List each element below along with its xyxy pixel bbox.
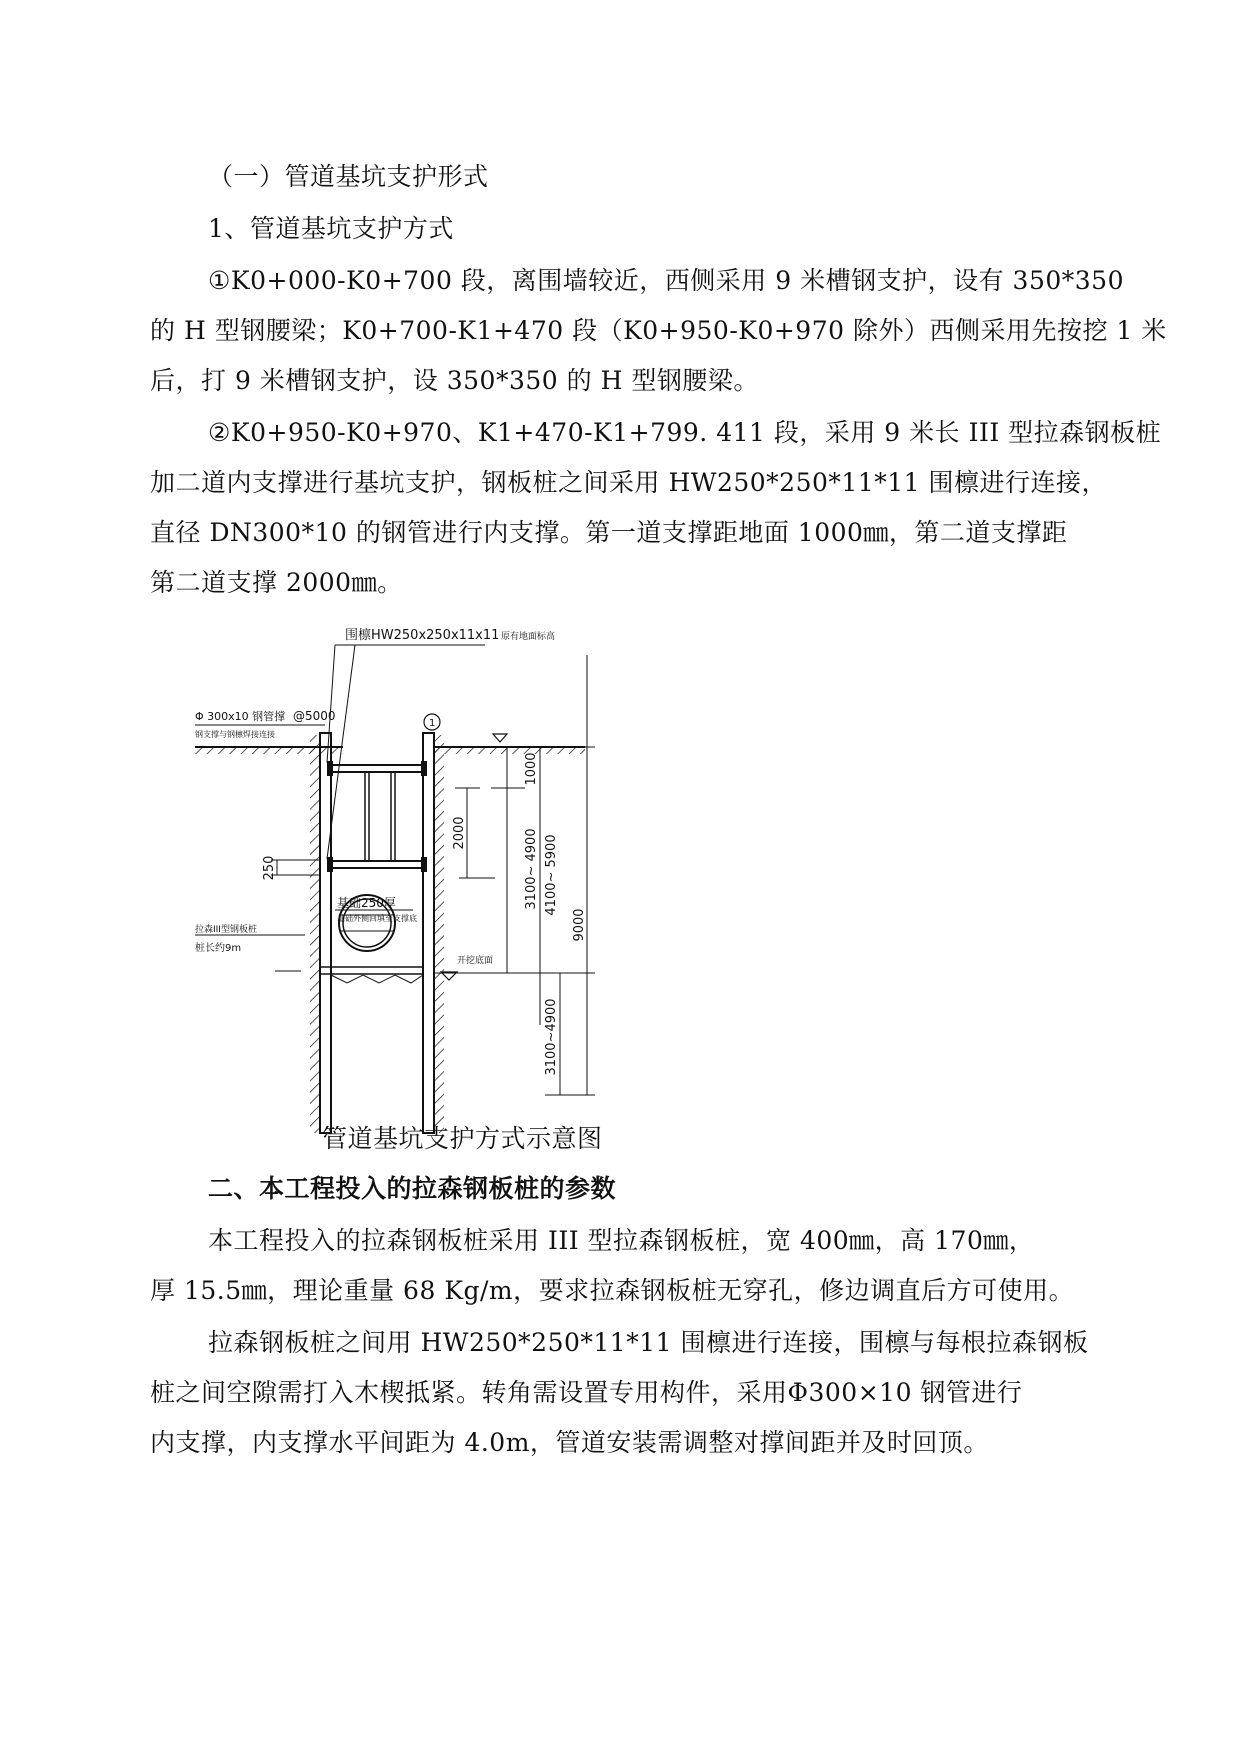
waling-box (365, 772, 395, 861)
label-foundation-note: 基础外侧回填至支撑底 (337, 914, 417, 923)
label-circle: 1 (429, 718, 436, 729)
dim-2000: 2000 (452, 816, 467, 850)
para4-line1: 拉森钢板桩之间用 HW250*250*11*11 围檩进行连接，围檩与每根拉森钢板 (208, 1328, 1089, 1357)
sub-heading: 1、管道基坑支护方式 (208, 214, 454, 243)
dim-3100-4900-a: 3100~ 4900 (524, 828, 539, 910)
label-trench-bottom: 开挖底面 (457, 956, 494, 966)
strut-lower (327, 857, 427, 872)
para1-line2: 的 H 型钢腰梁；K0+700-K1+470 段（K0+950-K0+970 除外）西侧采用先按挖 1 米 (150, 316, 1167, 345)
para2-line4: 第二道支撑 2000㎜。 (150, 568, 403, 597)
label-pipe: Φ 300x10 钢管撑 (195, 710, 286, 723)
para1-line3: 后，打 9 米槽钢支护，设 350*350 的 H 型钢腰梁。 (150, 366, 759, 395)
label-brace-note: 钢支撑与钢檩焊接连接 (195, 730, 275, 739)
support-diagram-svg (195, 628, 695, 1155)
dim-4100-5900: 4100~ 5900 (544, 834, 559, 916)
label-spacing: @5000 (293, 709, 336, 723)
para1-line1: ①K0+000-K0+700 段，离围墙较近，西侧采用 9 米槽钢支护，设有 350*350 (208, 266, 1124, 295)
right-sheet-pile (423, 733, 444, 1133)
strut-upper (327, 761, 427, 776)
figure-caption: 管道基坑支护方式示意图 (322, 1124, 603, 1153)
label-pile-type: 拉森III型钢板桩 (195, 925, 257, 935)
para3-line1: 本工程投入的拉森钢板桩采用 III 型拉森钢板桩，宽 400㎜，高 170㎜， (208, 1226, 1035, 1255)
para2-line1: ②K0+950-K0+970、K1+470-K1+799. 411 段，采用 9 米长 III 型拉森钢板桩 (208, 418, 1162, 447)
ground-level-marker (493, 734, 507, 742)
foundation-slab (319, 863, 423, 983)
dim-1000: 1000 (524, 752, 539, 786)
dim-9000: 9000 (572, 908, 587, 942)
label-purlin: 围檩HW250x250x11x11 (345, 628, 500, 643)
dim-3100-4900-b: 3100~4900 (544, 998, 559, 1076)
para2-line3: 直径 DN300*10 的钢管进行内支撑。第一道支撑距地面 1000㎜，第二道支撑距 (150, 518, 1068, 547)
para3-line2: 厚 15.5㎜，理论重量 68 Kg/m，要求拉森钢板桩无穿孔，修边调直后方可使用。 (150, 1276, 1075, 1305)
label-ground: 原有地面标高 (501, 632, 556, 642)
para2-line2: 加二道内支撑进行基坑支护，钢板桩之间采用 HW250*250*11*11 围檩进行连接， (150, 468, 1107, 497)
dim-250: 250 (262, 855, 277, 881)
left-sheet-pile (310, 733, 331, 1133)
section-heading: （一）管道基坑支护形式 (208, 162, 489, 191)
support-diagram (195, 628, 695, 1155)
heading-2: 二、本工程投入的拉森钢板桩的参数 (208, 1174, 617, 1203)
label-pile-length: 桩长约9m (195, 943, 242, 954)
para4-line3: 内支撑，内支撑水平间距为 4.0m，管道安装需调整对撑间距并及时回顶。 (150, 1428, 989, 1457)
para4-line2: 桩之间空隙需打入木楔抵紧。转角需设置专用构件，采用Φ300×10 钢管进行 (150, 1378, 1023, 1407)
label-foundation: 基础250厚 (337, 896, 396, 910)
